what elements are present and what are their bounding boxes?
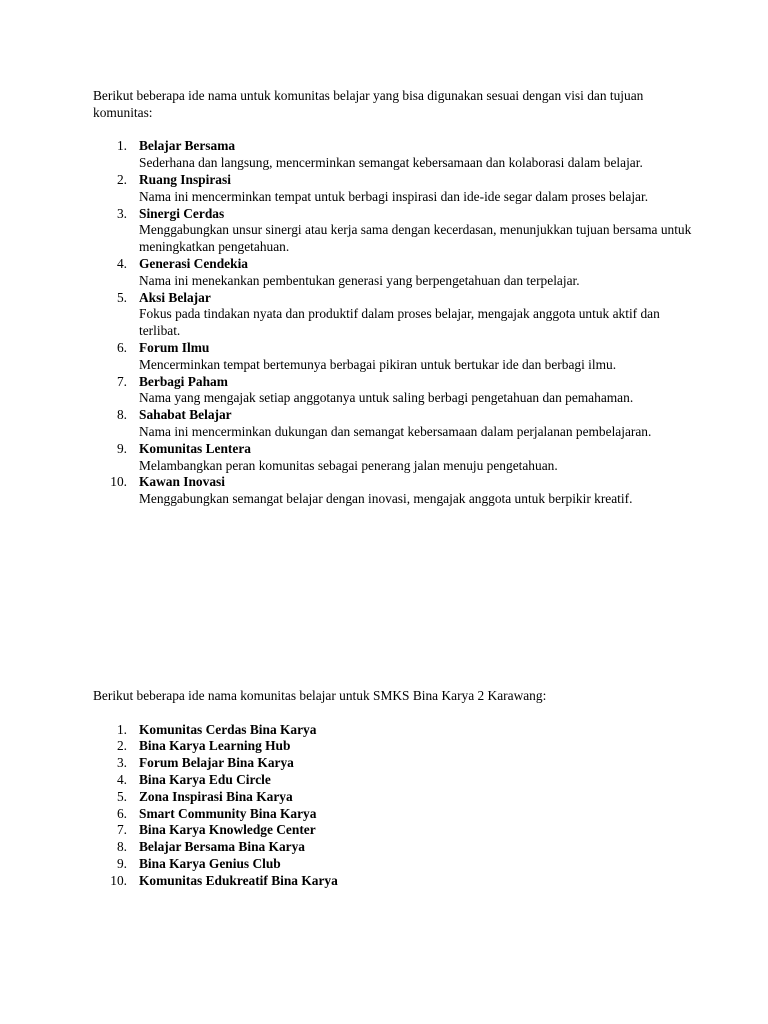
item-number: 9. (116, 855, 127, 871)
item-number: 4. (116, 771, 127, 787)
item-name: Zona Inspirasi Bina Karya (139, 788, 293, 804)
item-name: Komunitas Lentera (139, 440, 251, 456)
item-number: 10. (110, 872, 127, 888)
item-number: 9. (116, 440, 127, 456)
school-ideas-list (93, 722, 693, 890)
item-description: Nama ini mencerminkan dukungan dan semangat kebersamaan dalam perjalanan pembelajaran. (139, 423, 652, 439)
item-number: 2. (116, 171, 127, 187)
list-item (93, 755, 693, 772)
item-number: 6. (116, 805, 127, 821)
item-name: Generasi Cendekia (139, 255, 248, 271)
item-name: Bina Karya Edu Circle (139, 771, 271, 787)
item-number: 10. (110, 474, 127, 490)
item-number: 5. (116, 289, 127, 305)
item-number: 1. (116, 721, 127, 737)
item-name: Forum Ilmu (139, 339, 210, 355)
item-number: 4. (116, 255, 127, 271)
list-item (93, 789, 693, 806)
list-item (93, 873, 693, 890)
item-number: 2. (116, 738, 127, 754)
item-name: Bina Karya Learning Hub (139, 738, 291, 754)
school-ideas-section (93, 688, 693, 890)
list-item (93, 172, 693, 206)
item-description: Mencerminkan tempat bertemunya berbagai pikiran untuk bertukar ide dan berbagi ilmu. (139, 356, 617, 372)
item-number: 8. (116, 839, 127, 855)
item-name: Sahabat Belajar (139, 407, 232, 423)
list-item (93, 374, 693, 408)
item-description: Melambangkan peran komunitas sebagai penerang jalan menuju pengetahuan. (139, 457, 558, 473)
item-number: 5. (116, 788, 127, 804)
item-name: Bina Karya Genius Club (139, 855, 281, 871)
item-name: Berbagi Paham (139, 373, 228, 389)
section-1-intro: Berikut beberapa ide nama untuk komunitas belajar yang bisa digunakan sesuai dengan visi dan tujuan komunitas: (93, 88, 644, 120)
item-name: Aksi Belajar (139, 289, 211, 305)
item-name: Bina Karya Knowledge Center (139, 822, 316, 838)
item-description: Fokus pada tindakan nyata dan produktif dalam proses belajar, mengajak anggota untuk aktif dan terlibat. (139, 306, 660, 339)
item-name: Forum Belajar Bina Karya (139, 755, 294, 771)
list-item (93, 806, 693, 823)
list-item (93, 256, 693, 290)
list-item (93, 856, 693, 873)
item-number: 7. (116, 822, 127, 838)
list-item (93, 206, 693, 256)
item-description: Nama ini mencerminkan tempat untuk berbagi inspirasi dan ide-ide segar dalam proses belajar. (139, 188, 649, 204)
list-item (93, 738, 693, 755)
item-number: 1. (116, 138, 127, 154)
item-name: Sinergi Cerdas (139, 205, 225, 221)
list-item (93, 839, 693, 856)
list-item (93, 441, 693, 475)
item-description: Sederhana dan langsung, mencerminkan semangat kebersamaan dan kolaborasi dalam belajar. (139, 155, 643, 171)
item-number: 7. (116, 373, 127, 389)
list-item (93, 822, 693, 839)
item-name: Belajar Bersama (139, 138, 236, 154)
item-number: 3. (116, 205, 127, 221)
item-number: 8. (116, 407, 127, 423)
general-ideas-section (93, 88, 693, 508)
item-description: Menggabungkan unsur sinergi atau kerja sama dengan kecerdasan, menunjukkan tujuan bersama untuk meningkatkan pengetahuan. (139, 222, 692, 255)
item-description: Nama ini menekankan pembentukan generasi yang berpengetahuan dan terpelajar. (139, 272, 580, 288)
item-number: 6. (116, 339, 127, 355)
item-name: Smart Community Bina Karya (139, 805, 317, 821)
item-name: Belajar Bersama Bina Karya (139, 839, 306, 855)
list-item (93, 722, 693, 739)
list-item (93, 474, 693, 508)
item-number: 3. (116, 755, 127, 771)
item-name: Komunitas Cerdas Bina Karya (139, 721, 317, 737)
item-description: Nama yang mengajak setiap anggotanya untuk saling berbagi pengetahuan dan pemahaman. (139, 390, 634, 406)
item-description: Menggabungkan semangat belajar dengan inovasi, mengajak anggota untuk berpikir kreatif. (139, 491, 633, 507)
list-item (93, 407, 693, 441)
list-item (93, 772, 693, 789)
item-name: Kawan Inovasi (139, 474, 225, 490)
list-item (93, 138, 693, 172)
item-name: Komunitas Edukreatif Bina Karya (139, 872, 338, 888)
item-name: Ruang Inspirasi (139, 171, 231, 187)
general-ideas-list (93, 138, 693, 508)
section-2-intro: Berikut beberapa ide nama komunitas belajar untuk SMKS Bina Karya 2 Karawang: (93, 688, 547, 703)
list-item (93, 340, 693, 374)
list-item (93, 290, 693, 340)
